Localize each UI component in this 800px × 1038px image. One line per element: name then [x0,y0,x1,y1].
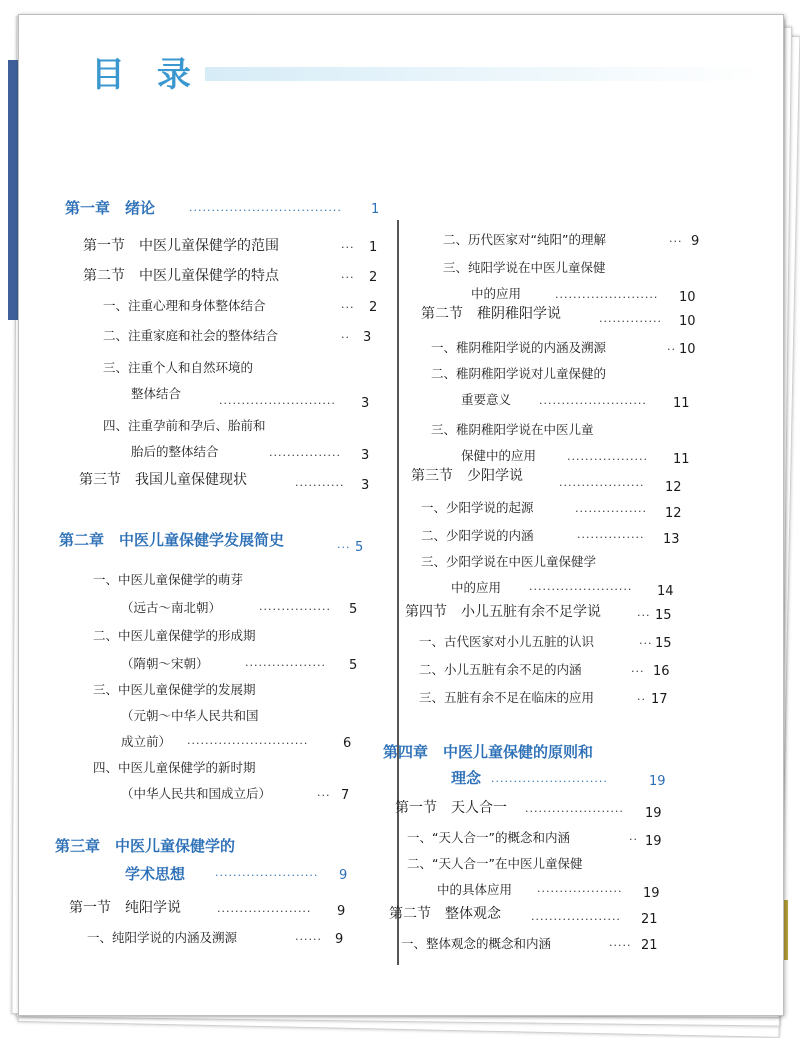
leader-dots: ··························· [187,737,309,750]
toc-page-number: 14 [657,584,674,599]
toc-page-number: 11 [673,452,690,467]
toc-chapter[interactable]: 第一章 绪论 [65,199,156,217]
leader-dots: ······················· [529,583,633,596]
toc-chapter[interactable]: 第三章 中医儿童保健学的 [55,837,236,855]
toc-page-number: 5 [349,658,358,673]
toc-section[interactable]: 第一节 天人合一 [395,800,507,816]
toc-page-number: 9 [337,904,346,919]
leader-dots: ··· [631,665,645,678]
leader-dots: ·· [629,833,638,846]
toc-item-continued[interactable]: 成立前） [121,734,172,749]
toc-section[interactable]: 第二节 整体观念 [389,906,501,922]
toc-item-continued[interactable]: （远古～南北朝） [121,600,222,615]
toc-page-number: 16 [653,664,670,679]
toc-section[interactable]: 第二节 中医儿童保健学的特点 [83,268,279,284]
toc-item[interactable]: 三、纯阳学说在中医儿童保健 [443,260,606,275]
leader-dots: ······················ [525,805,624,818]
toc-page-number: 3 [363,330,372,345]
toc-page-number: 1 [371,202,380,217]
toc-item[interactable]: 三、中医儿童保健学的发展期 [93,682,256,697]
leader-dots: ······················· [215,869,319,882]
toc-item-continued[interactable]: 保健中的应用 [461,448,537,463]
toc-item[interactable]: 二、“天人合一”在中医儿童保健 [407,856,583,871]
leader-dots: ·························· [491,775,608,788]
toc-page-number: 5 [355,540,364,555]
leader-dots: ·· [667,343,676,356]
toc-page-number: 5 [349,602,358,617]
toc-item[interactable]: 二、稚阴稚阳学说对儿童保健的 [431,366,607,381]
toc-page-number: 6 [343,736,352,751]
toc-item-continued[interactable]: 整体结合 [131,386,182,401]
toc-item[interactable]: 三、稚阴稚阳学说在中医儿童 [431,422,594,437]
toc-page [18,14,784,1016]
leader-dots: ·· [637,693,646,706]
leader-dots: ··· [341,241,355,254]
leader-dots: ·· [341,331,350,344]
leader-dots: ··················· [537,885,623,898]
toc-page-number: 10 [679,342,696,357]
toc-page-number: 12 [665,480,682,495]
toc-item-continued[interactable]: （元朝～中华人民共和国 [121,708,259,723]
toc-page-number: 19 [649,774,666,789]
column-divider [397,220,399,965]
leader-dots: ···················· [531,913,621,926]
toc-chapter-continued[interactable]: 理念 [451,769,482,787]
leader-dots: ··· [341,301,355,314]
toc-item[interactable]: 三、注重个人和自然环境的 [103,360,254,375]
toc-item-continued[interactable]: 中的应用 [451,580,502,595]
toc-page-number: 2 [369,300,378,315]
leader-dots: ················ [575,505,647,518]
toc-section[interactable]: 第三节 少阳学说 [411,468,523,484]
toc-item[interactable]: 一、整体观念的概念和内涵 [401,936,552,951]
toc-page-number: 19 [643,886,660,901]
toc-item-continued[interactable]: （中华人民共和国成立后） [121,786,272,801]
toc-item[interactable]: 一、稚阴稚阳学说的内涵及溯源 [431,340,607,355]
toc-page-number: 19 [645,806,662,821]
leader-dots: ·················· [245,659,326,672]
toc-page-number: 2 [369,270,378,285]
toc-item[interactable]: 一、注重心理和身体整体结合 [103,298,266,313]
leader-dots: ······ [295,933,322,946]
toc-item-continued[interactable]: 重要意义 [461,392,512,407]
toc-page-number: 15 [655,608,672,623]
toc-chapter[interactable]: 第四章 中医儿童保健的原则和 [383,743,594,761]
toc-item[interactable]: 四、中医儿童保健学的新时期 [93,760,256,775]
leader-dots: ··············· [577,531,645,544]
toc-page-number: 3 [361,396,370,411]
toc-page-number: 11 [673,396,690,411]
toc-page-number: 13 [663,532,680,547]
toc-item-continued[interactable]: 中的具体应用 [437,882,513,897]
title-decoration [205,67,765,81]
toc-page-number: 19 [645,834,662,849]
toc-item[interactable]: 二、历代医家对“纯阳”的理解 [443,232,606,247]
toc-page-number: 21 [641,912,658,927]
toc-page-number: 17 [651,692,668,707]
toc-page-number: 9 [335,932,344,947]
toc-page-number: 21 [641,938,658,953]
toc-item[interactable]: 二、少阳学说的内涵 [421,528,534,543]
toc-section[interactable]: 第一节 纯阳学说 [69,900,181,916]
toc-page-number: 15 [655,636,672,651]
toc-section[interactable]: 第四节 小儿五脏有余不足学说 [405,604,601,620]
toc-item[interactable]: 二、中医儿童保健学的形成期 [93,628,256,643]
toc-page-number: 1 [369,240,378,255]
toc-item[interactable]: 一、古代医家对小儿五脏的认识 [419,634,595,649]
leader-dots: ··················· [559,479,645,492]
toc-page-number: 12 [665,506,682,521]
toc-chapter-continued[interactable]: 学术思想 [125,865,186,883]
toc-item[interactable]: 一、中医儿童保健学的萌芽 [93,572,244,587]
leader-dots: ························ [539,397,647,410]
leader-dots: ··· [317,789,331,802]
leader-dots: ······················· [555,291,659,304]
leader-dots: ··· [637,609,651,622]
toc-chapter[interactable]: 第二章 中医儿童保健学发展简史 [59,531,285,549]
toc-item-continued[interactable]: （隋朝～宋朝） [121,656,209,671]
toc-page-number: 9 [339,868,348,883]
leader-dots: ················ [269,449,341,462]
toc-page-number: 3 [361,448,370,463]
leader-dots: ·············· [599,315,662,328]
leader-dots: ····················· [217,905,312,918]
toc-item-continued[interactable]: 胎后的整体结合 [131,444,219,459]
leader-dots: ··· [639,637,653,650]
toc-section[interactable]: 第二节 稚阴稚阳学说 [421,306,561,322]
leader-dots: ·················· [567,453,648,466]
toc-item[interactable]: 三、少阳学说在中医儿童保健学 [421,554,597,569]
toc-section[interactable]: 第三节 我国儿童保健现状 [79,472,247,488]
leader-dots: ····· [609,939,632,952]
toc-section[interactable]: 第一节 中医儿童保健学的范围 [83,238,279,254]
toc-item[interactable]: 三、五脏有余不足在临床的应用 [419,690,595,705]
book-edge [8,60,18,320]
toc-page-number: 10 [679,290,696,305]
toc-item[interactable]: 二、小儿五脏有余不足的内涵 [419,662,582,677]
leader-dots: ················ [259,603,331,616]
leader-dots: ·································· [189,204,342,217]
leader-dots: ·························· [219,397,336,410]
toc-page-number: 9 [691,234,700,249]
toc-item-continued[interactable]: 中的应用 [471,286,522,301]
page-title: 目 录 [91,55,201,95]
toc-page-number: 10 [679,314,696,329]
toc-item[interactable]: 一、纯阳学说的内涵及溯源 [87,930,238,945]
toc-item[interactable]: 四、注重孕前和孕后、胎前和 [103,418,266,433]
toc-page-number: 3 [361,478,370,493]
toc-item[interactable]: 一、“天人合一”的概念和内涵 [407,830,570,845]
leader-dots: ··· [341,271,355,284]
leader-dots: ··· [669,235,683,248]
toc-item[interactable]: 二、注重家庭和社会的整体结合 [103,328,279,343]
leader-dots: ··· [337,541,351,554]
toc-page-number: 7 [341,788,350,803]
leader-dots: ··········· [295,479,345,492]
toc-item[interactable]: 一、少阳学说的起源 [421,500,534,515]
